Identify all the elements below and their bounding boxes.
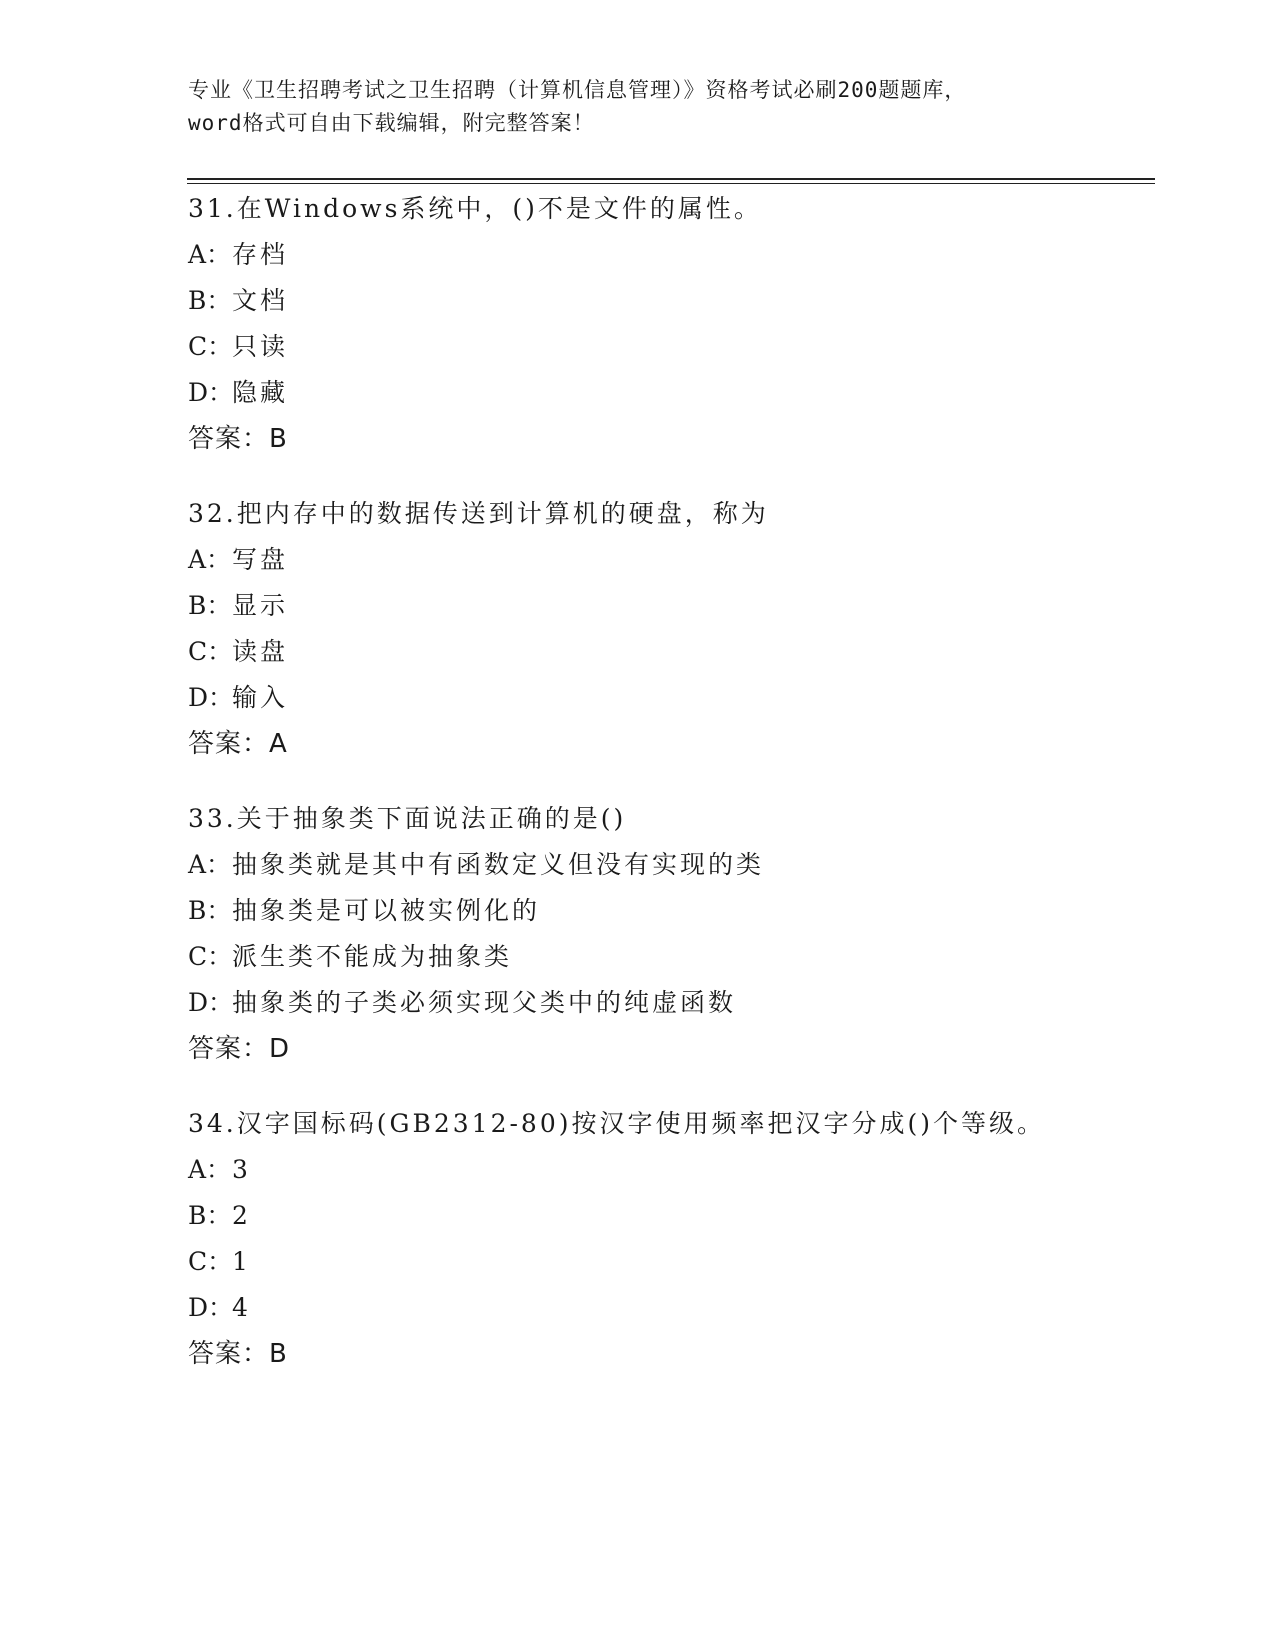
option-b bbox=[188, 278, 1188, 324]
question-block bbox=[188, 796, 1188, 1072]
option-text: 读盘 bbox=[232, 637, 289, 666]
option-text: 隐藏 bbox=[232, 378, 289, 407]
option-key: A： bbox=[188, 240, 232, 269]
document-header bbox=[188, 74, 1088, 140]
option-b bbox=[188, 888, 1188, 934]
question-block bbox=[188, 186, 1188, 462]
option-key: B： bbox=[188, 591, 232, 620]
header-line-2: word格式可自由下载编辑，附完整答案！ bbox=[188, 111, 595, 135]
option-text: 派生类不能成为抽象类 bbox=[232, 942, 513, 971]
header-divider-thin bbox=[187, 183, 1155, 184]
answer-line bbox=[188, 721, 1188, 767]
option-key: B： bbox=[188, 286, 232, 315]
option-key: C： bbox=[188, 942, 233, 971]
option-c bbox=[188, 1239, 1188, 1285]
option-text: 只读 bbox=[232, 332, 289, 361]
question-text: 34.汉字国标码(GB2312-80)按汉字使用频率把汉字分成()个等级。 bbox=[188, 1109, 1045, 1138]
option-a bbox=[188, 232, 1188, 278]
option-d bbox=[188, 980, 1188, 1026]
option-key: C： bbox=[188, 637, 233, 666]
option-key: D： bbox=[188, 378, 234, 407]
option-key: D： bbox=[188, 683, 234, 712]
header-divider-thick bbox=[187, 178, 1155, 180]
option-text: 写盘 bbox=[232, 545, 289, 574]
option-key: A： bbox=[188, 545, 232, 574]
answer-line bbox=[188, 1026, 1188, 1072]
question-text: 33.关于抽象类下面说法正确的是() bbox=[188, 804, 627, 833]
option-d bbox=[188, 675, 1188, 721]
answer-line bbox=[188, 1331, 1188, 1377]
option-text: 2 bbox=[232, 1201, 251, 1230]
option-text: 存档 bbox=[232, 240, 289, 269]
option-d bbox=[188, 1285, 1188, 1331]
option-a bbox=[188, 1147, 1188, 1193]
answer-label: 答案： bbox=[188, 1339, 270, 1369]
option-text: 抽象类的子类必须实现父类中的纯虚函数 bbox=[232, 988, 737, 1017]
option-d bbox=[188, 370, 1188, 416]
option-c bbox=[188, 629, 1188, 675]
option-b bbox=[188, 583, 1188, 629]
answer-label: 答案： bbox=[188, 1034, 270, 1064]
option-text: 抽象类是可以被实例化的 bbox=[232, 896, 541, 925]
option-a bbox=[188, 842, 1188, 888]
answer-label: 答案： bbox=[188, 729, 270, 759]
option-key: C： bbox=[188, 332, 233, 361]
option-c bbox=[188, 324, 1188, 370]
answer-value: D bbox=[269, 1034, 291, 1064]
option-text: 1 bbox=[232, 1247, 251, 1276]
question-block bbox=[188, 491, 1188, 767]
option-key: D： bbox=[188, 988, 234, 1017]
option-key: A： bbox=[188, 850, 232, 879]
option-text: 抽象类就是其中有函数定义但没有实现的类 bbox=[232, 850, 765, 879]
answer-value: B bbox=[269, 424, 288, 454]
answer-line bbox=[188, 416, 1188, 462]
question-block bbox=[188, 1101, 1188, 1377]
question-text: 31.在Windows系统中，()不是文件的属性。 bbox=[188, 194, 762, 223]
option-text: 输入 bbox=[232, 683, 289, 712]
header-line-1: 专业《卫生招聘考试之卫生招聘（计算机信息管理）》资格考试必刷200题题库， bbox=[188, 78, 967, 102]
option-key: C： bbox=[188, 1247, 233, 1276]
option-key: D： bbox=[188, 1293, 234, 1322]
option-a bbox=[188, 537, 1188, 583]
option-text: 文档 bbox=[232, 286, 289, 315]
option-text: 4 bbox=[232, 1293, 251, 1322]
answer-label: 答案： bbox=[188, 424, 270, 454]
option-text: 显示 bbox=[232, 591, 289, 620]
option-text: 3 bbox=[232, 1155, 251, 1184]
answer-value: B bbox=[269, 1339, 288, 1369]
option-b bbox=[188, 1193, 1188, 1239]
option-key: B： bbox=[188, 1201, 232, 1230]
question-text: 32.把内存中的数据传送到计算机的硬盘，称为 bbox=[188, 499, 769, 528]
option-c bbox=[188, 934, 1188, 980]
answer-value: A bbox=[269, 729, 288, 759]
option-key: A： bbox=[188, 1155, 232, 1184]
option-key: B： bbox=[188, 896, 232, 925]
